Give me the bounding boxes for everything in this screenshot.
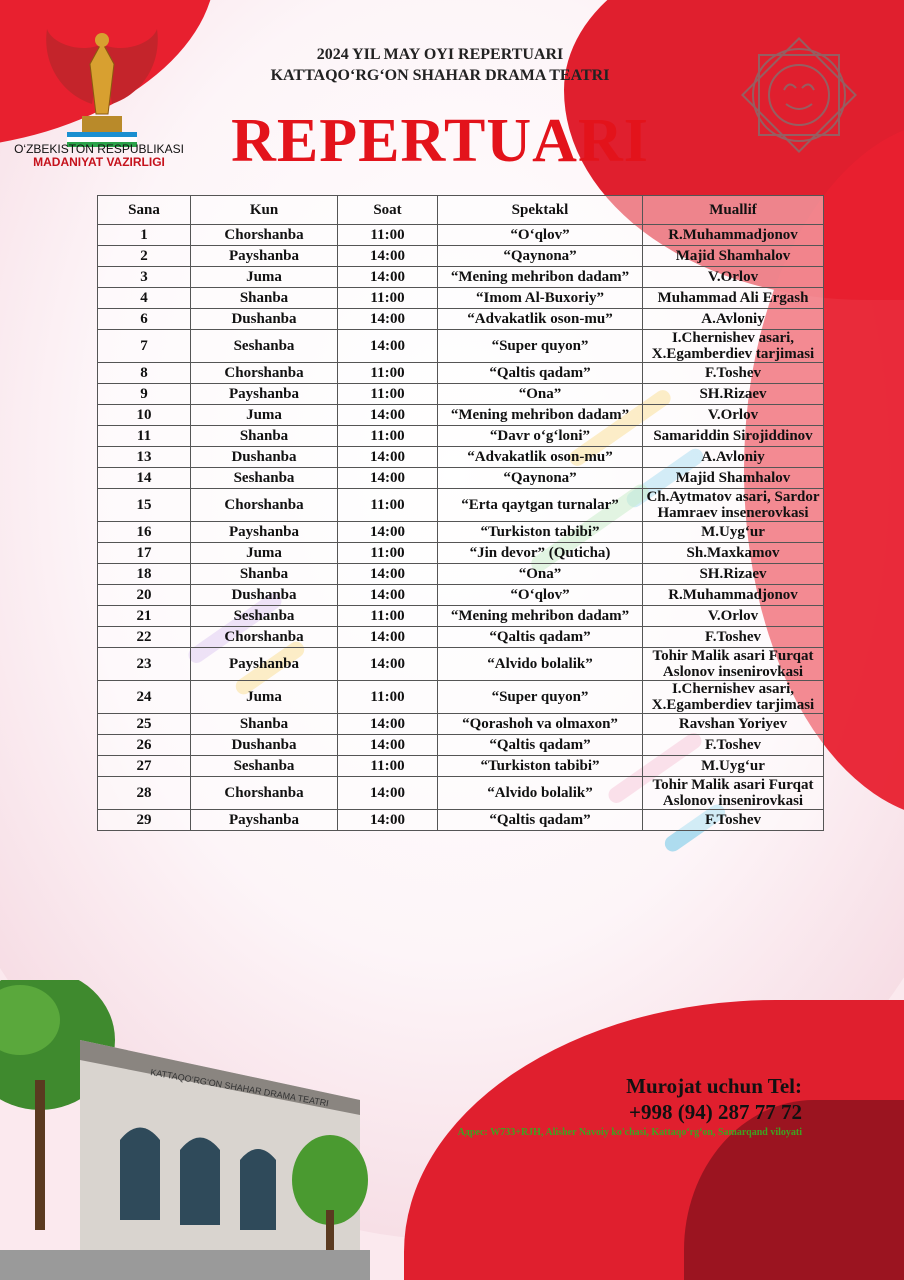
author-cell: Ch.Aytmatov asari, Sardor Hamraev insenerovkasi xyxy=(643,489,824,522)
building-sign-text: KATTAQO‘RG‘ON SHAHAR DRAMA TEATRI xyxy=(149,1067,330,1109)
author-cell: SH.Rizaev xyxy=(643,384,824,405)
header-subtitle-line1: 2024 YIL MAY OYI REPERTUARI xyxy=(316,46,564,63)
day-cell: Juma xyxy=(191,267,338,288)
date-cell: 27 xyxy=(98,756,191,777)
column-header-time: Soat xyxy=(338,196,438,225)
table-row xyxy=(98,288,824,309)
table-body xyxy=(98,225,824,831)
play-cell: “Mening mehribon dadam” xyxy=(438,405,643,426)
play-cell: “Qaynona” xyxy=(438,246,643,267)
time-cell: 14:00 xyxy=(338,267,438,288)
date-cell: 7 xyxy=(98,330,191,363)
time-cell: 11:00 xyxy=(338,363,438,384)
time-cell: 14:00 xyxy=(338,405,438,426)
table-row xyxy=(98,447,824,468)
contact-label: Murojat uchun Tel: xyxy=(626,1074,802,1098)
date-cell: 15 xyxy=(98,489,191,522)
play-cell: “Qaltis qadam” xyxy=(438,627,643,648)
author-cell: V.Orlov xyxy=(643,606,824,627)
day-cell: Juma xyxy=(191,681,338,714)
date-cell: 24 xyxy=(98,681,191,714)
table-row xyxy=(98,405,824,426)
author-cell: V.Orlov xyxy=(643,267,824,288)
time-cell: 14:00 xyxy=(338,735,438,756)
contact-address: Адрес: W733+RJH, Alisher Navoiy ko'chasi, Kattaqo‘rg‘on, Samarqand viloyati xyxy=(457,1127,802,1138)
day-cell: Dushanba xyxy=(191,309,338,330)
play-cell: “Qaltis qadam” xyxy=(438,363,643,384)
play-cell: “Super quyon” xyxy=(438,681,643,714)
table-row xyxy=(98,735,824,756)
day-cell: Dushanba xyxy=(191,447,338,468)
author-cell: R.Muhammadjonov xyxy=(643,225,824,246)
page-title: REPERTUARI xyxy=(231,107,649,175)
table-row xyxy=(98,468,824,489)
table-row xyxy=(98,564,824,585)
date-cell: 2 xyxy=(98,246,191,267)
time-cell: 14:00 xyxy=(338,648,438,681)
time-cell: 14:00 xyxy=(338,468,438,489)
time-cell: 11:00 xyxy=(338,489,438,522)
date-cell: 14 xyxy=(98,468,191,489)
day-cell: Juma xyxy=(191,405,338,426)
author-cell: Sh.Maxkamov xyxy=(643,543,824,564)
author-cell: I.Chernishev asari, X.Egamberdiev tarjimasi xyxy=(643,330,824,363)
table-row xyxy=(98,330,824,363)
day-cell: Payshanba xyxy=(191,648,338,681)
time-cell: 14:00 xyxy=(338,585,438,606)
play-cell: “Imom Al-Buxoriy” xyxy=(438,288,643,309)
date-cell: 10 xyxy=(98,405,191,426)
day-cell: Dushanba xyxy=(191,585,338,606)
date-cell: 23 xyxy=(98,648,191,681)
column-header-play: Spektakl xyxy=(438,196,643,225)
date-cell: 22 xyxy=(98,627,191,648)
date-cell: 3 xyxy=(98,267,191,288)
time-cell: 11:00 xyxy=(338,681,438,714)
play-cell: “Mening mehribon dadam” xyxy=(438,606,643,627)
table-row xyxy=(98,225,824,246)
table-row xyxy=(98,384,824,405)
play-cell: “Advakatlik oson-mu” xyxy=(438,309,643,330)
author-cell: Ravshan Yoriyev xyxy=(643,714,824,735)
date-cell: 21 xyxy=(98,606,191,627)
author-cell: Majid Shamhalov xyxy=(643,246,824,267)
table-row xyxy=(98,681,824,714)
ministry-name-line2: MADANIYAT VAZIRLIGI xyxy=(33,155,165,169)
day-cell: Shanba xyxy=(191,288,338,309)
table-row xyxy=(98,756,824,777)
day-cell: Payshanba xyxy=(191,522,338,543)
author-cell: F.Toshev xyxy=(643,627,824,648)
table-row xyxy=(98,648,824,681)
play-cell: “Turkiston tabibi” xyxy=(438,522,643,543)
time-cell: 11:00 xyxy=(338,606,438,627)
play-cell: “Alvido bolalik” xyxy=(438,777,643,810)
author-cell: Tohir Malik asari Furqat Aslonov insenirovkasi xyxy=(643,777,824,810)
play-cell: “Erta qaytgan turnalar” xyxy=(438,489,643,522)
date-cell: 1 xyxy=(98,225,191,246)
author-cell: R.Muhammadjonov xyxy=(643,585,824,606)
time-cell: 14:00 xyxy=(338,447,438,468)
day-cell: Seshanba xyxy=(191,606,338,627)
time-cell: 14:00 xyxy=(338,714,438,735)
table-row xyxy=(98,267,824,288)
date-cell: 6 xyxy=(98,309,191,330)
day-cell: Payshanba xyxy=(191,384,338,405)
play-cell: “Advakatlik oson-mu” xyxy=(438,447,643,468)
time-cell: 14:00 xyxy=(338,810,438,831)
time-cell: 11:00 xyxy=(338,426,438,447)
day-cell: Shanba xyxy=(191,714,338,735)
repertoire-table xyxy=(97,195,824,831)
time-cell: 14:00 xyxy=(338,330,438,363)
table-row xyxy=(98,489,824,522)
day-cell: Shanba xyxy=(191,426,338,447)
table-row xyxy=(98,246,824,267)
play-cell: “Ona” xyxy=(438,384,643,405)
column-header-date: Sana xyxy=(98,196,191,225)
author-cell: Tohir Malik asari Furqat Aslonov insenirovkasi xyxy=(643,648,824,681)
day-cell: Payshanba xyxy=(191,246,338,267)
date-cell: 8 xyxy=(98,363,191,384)
table-row xyxy=(98,714,824,735)
day-cell: Chorshanba xyxy=(191,627,338,648)
header-subtitle-line2: KATTAQO‘RG‘ON SHAHAR DRAMA TEATRI xyxy=(270,67,610,84)
time-cell: 11:00 xyxy=(338,756,438,777)
play-cell: “Ona” xyxy=(438,564,643,585)
date-cell: 18 xyxy=(98,564,191,585)
date-cell: 25 xyxy=(98,714,191,735)
theatre-seal-icon xyxy=(734,30,864,160)
time-cell: 14:00 xyxy=(338,777,438,810)
contact-phone: +998 (94) 287 77 72 xyxy=(629,1100,802,1124)
time-cell: 14:00 xyxy=(338,246,438,267)
author-cell: A.Avloniy xyxy=(643,447,824,468)
play-cell: “Jin devor” (Quticha) xyxy=(438,543,643,564)
table-row xyxy=(98,426,824,447)
date-cell: 17 xyxy=(98,543,191,564)
play-cell: “Qorashoh va olmaxon” xyxy=(438,714,643,735)
ministry-name-line1: O‘ZBEKISTON RESPUBLIKASI xyxy=(14,142,184,156)
play-cell: “O‘qlov” xyxy=(438,585,643,606)
author-cell: Majid Shamhalov xyxy=(643,468,824,489)
play-cell: “Davr o‘g‘loni” xyxy=(438,426,643,447)
table-row xyxy=(98,363,824,384)
table-row xyxy=(98,810,824,831)
time-cell: 11:00 xyxy=(338,225,438,246)
date-cell: 29 xyxy=(98,810,191,831)
play-cell: “Qaynona” xyxy=(438,468,643,489)
author-cell: M.Uyg‘ur xyxy=(643,522,824,543)
author-cell: Muhammad Ali Ergash xyxy=(643,288,824,309)
date-cell: 16 xyxy=(98,522,191,543)
day-cell: Chorshanba xyxy=(191,489,338,522)
author-cell: F.Toshev xyxy=(643,810,824,831)
author-cell: A.Avloniy xyxy=(643,309,824,330)
day-cell: Shanba xyxy=(191,564,338,585)
date-cell: 4 xyxy=(98,288,191,309)
play-cell: “Mening mehribon dadam” xyxy=(438,267,643,288)
time-cell: 14:00 xyxy=(338,627,438,648)
date-cell: 26 xyxy=(98,735,191,756)
time-cell: 14:00 xyxy=(338,564,438,585)
day-cell: Seshanba xyxy=(191,756,338,777)
author-cell: M.Uyg‘ur xyxy=(643,756,824,777)
author-cell: I.Chernishev asari, X.Egamberdiev tarjimasi xyxy=(643,681,824,714)
date-cell: 11 xyxy=(98,426,191,447)
column-header-author: Muallif xyxy=(643,196,824,225)
play-cell: “Turkiston tabibi” xyxy=(438,756,643,777)
time-cell: 14:00 xyxy=(338,309,438,330)
play-cell: “Qaltis qadam” xyxy=(438,810,643,831)
play-cell: “Super quyon” xyxy=(438,330,643,363)
date-cell: 20 xyxy=(98,585,191,606)
table-row xyxy=(98,522,824,543)
author-cell: Samariddin Sirojiddinov xyxy=(643,426,824,447)
day-cell: Payshanba xyxy=(191,810,338,831)
time-cell: 11:00 xyxy=(338,384,438,405)
day-cell: Juma xyxy=(191,543,338,564)
day-cell: Chorshanba xyxy=(191,225,338,246)
table-row xyxy=(98,543,824,564)
play-cell: “Alvido bolalik” xyxy=(438,648,643,681)
day-cell: Dushanba xyxy=(191,735,338,756)
author-cell: F.Toshev xyxy=(643,735,824,756)
table-row xyxy=(98,777,824,810)
theatre-building-icon xyxy=(0,980,370,1280)
play-cell: “O‘qlov” xyxy=(438,225,643,246)
table-header-row xyxy=(98,196,824,225)
date-cell: 28 xyxy=(98,777,191,810)
day-cell: Chorshanba xyxy=(191,363,338,384)
play-cell: “Qaltis qadam” xyxy=(438,735,643,756)
date-cell: 9 xyxy=(98,384,191,405)
time-cell: 14:00 xyxy=(338,522,438,543)
table-row xyxy=(98,309,824,330)
date-cell: 13 xyxy=(98,447,191,468)
author-cell: SH.Rizaev xyxy=(643,564,824,585)
day-cell: Seshanba xyxy=(191,330,338,363)
day-cell: Chorshanba xyxy=(191,777,338,810)
author-cell: F.Toshev xyxy=(643,363,824,384)
time-cell: 11:00 xyxy=(338,288,438,309)
time-cell: 11:00 xyxy=(338,543,438,564)
author-cell: V.Orlov xyxy=(643,405,824,426)
table-row xyxy=(98,606,824,627)
table-row xyxy=(98,585,824,606)
table-row xyxy=(98,627,824,648)
day-cell: Seshanba xyxy=(191,468,338,489)
column-header-day: Kun xyxy=(191,196,338,225)
